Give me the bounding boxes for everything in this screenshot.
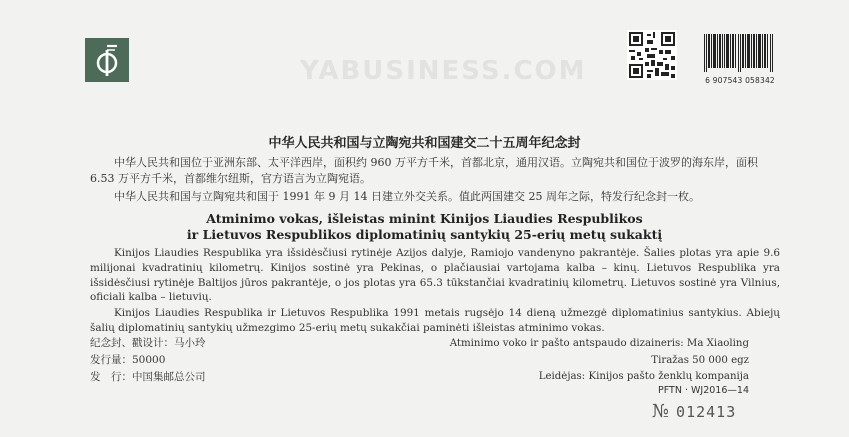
info-lt-code: PFTN · WJ2016—14	[658, 385, 749, 396]
barcode-icon	[704, 34, 774, 72]
title-lithuanian-line-1: Atminimo vokas, išleistas minint Kinijos Liaudies Respublikos	[206, 211, 643, 226]
info-lt-designer: Atminimo voko ir pašto antspaudo dizaineris: Ma Xiaoling	[449, 338, 749, 349]
title-lithuanian-line-2: ir Lietuvos Respublikos diplomatinių santykių 25-erių metų sukaktį	[186, 227, 663, 242]
paragraph-chinese-1: 中华人民共和国位于亚洲东部、太平洋西岸，面积约 960 万平方千米，首都北京，通用汉语。立陶宛共和国位于波罗的海东岸，面积 6.53 万平方千米，首都维尔纽斯，官方语言为立陶宛语。	[90, 156, 758, 185]
barcode-number: 6 907543 058342	[705, 76, 775, 85]
title-chinese: 中华人民共和国与立陶宛共和国建交二十五周年纪念封	[268, 136, 581, 151]
paragraph-chinese-2: 中华人民共和国与立陶宛共和国于 1991 年 9 月 14 日建立外交关系。值此两国建交 25 周年之际，特发行纪念封一枚。	[114, 190, 700, 203]
info-cn-quantity: 发行量：50000	[90, 354, 166, 366]
title-lithuanian	[0, 211, 849, 243]
info-cn-issuer: 发 行：中国集邮总公司	[90, 371, 206, 383]
serial-value: 012413	[676, 403, 737, 421]
paragraph-lithuanian-2: Kinijos Liaudies Respublika ir Lietuvos Respublika 1991 metais rugsėjo 14 dieną užmezgė diplomatinius santykius. Abiejų šalių diplomatinių santykių užmezgimo 25-erių metų sukakčiai paminėti išleistas atminimo vokas.	[90, 307, 780, 334]
info-cn-designer: 纪念封、戳设计：马小玲	[90, 337, 206, 349]
serial-number	[652, 401, 736, 422]
paragraph-lithuanian-1: Kinijos Liaudies Respublika yra išsidėsčiusi rytinėje Azijos dalyje, Ramiojo vandenyno pakrantėje. Šalies plotas yra apie 9.6 milijonai kvadratinių kilometrų. Kinijos sostinė yra Pekinas, o plačiausiai vartojama kalba – kinų. Lietuvos Respublika yra išsidėsčiusi rytinėje Baltijos jūros pakrantėje, o jos plotas yra 65.3 tūkstančiai kvadratinių kilometrų. Lietuvos sostinė yra Vilnius, oficiali kalba – lietuvių.	[90, 247, 780, 304]
barcode	[704, 34, 775, 85]
watermark: YABUSINESS.COM	[300, 56, 587, 86]
qr-code	[627, 30, 677, 80]
info-lt-quantity: Tiražas 50 000 egz	[651, 355, 749, 366]
info-lt-issuer: Leidėjas: Kinijos pašto ženklų kompanija	[538, 371, 749, 382]
qr-code-icon	[627, 30, 677, 80]
logo-icon	[85, 38, 129, 82]
serial-prefix: №	[652, 401, 671, 422]
china-post-logo	[85, 38, 129, 82]
